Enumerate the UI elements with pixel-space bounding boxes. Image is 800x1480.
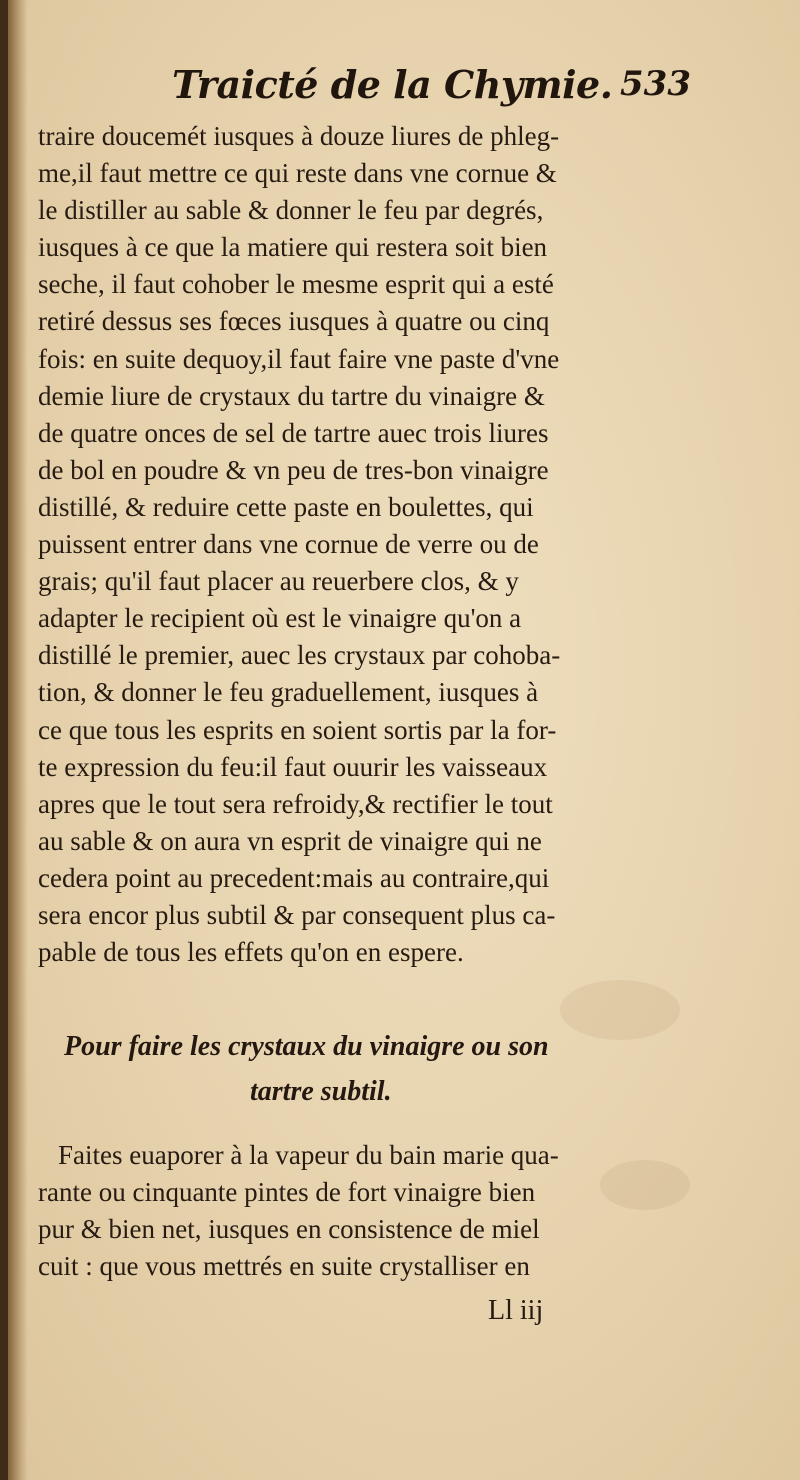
- signature-mark: Ll iij: [488, 1295, 544, 1326]
- text-line: retiré dessus ses fœces iusques à quatre ou cinq: [38, 306, 550, 337]
- running-title: Traicté de la Chymie.: [172, 62, 613, 107]
- text-line: rante ou cinquante pintes de fort vinaigre bien: [38, 1177, 536, 1208]
- text-line: seche, il faut cohober le mesme esprit qui a esté: [38, 269, 554, 300]
- text-line: grais; qu'il faut placer au reuerbere clos, & y: [38, 566, 519, 597]
- heading-line: tartre subtil.: [250, 1076, 392, 1107]
- body-paragraph-2: [38, 1137, 678, 1285]
- text-line: de bol en poudre & vn peu de tres-bon vinaigre: [38, 454, 549, 485]
- text-line: cuit : que vous mettrés en suite crystalliser en: [38, 1251, 530, 1282]
- text-line: puissent entrer dans vne cornue de verre ou de: [38, 529, 539, 560]
- page-header: [0, 62, 800, 110]
- body-paragraph-1: [38, 118, 678, 971]
- text-line: fois: en suite dequoy,il faut faire vne paste d'vne: [38, 343, 560, 374]
- paper-stain: [560, 980, 680, 1040]
- text-line: pable de tous les effets qu'on en espere.: [38, 937, 464, 968]
- text-line: au sable & on aura vn esprit de vinaigre qui ne: [38, 825, 542, 856]
- text-line: ce que tous les esprits en soient sortis par la for-: [38, 714, 557, 745]
- text-line: te expression du feu:il faut ouurir les vaisseaux: [38, 751, 548, 782]
- text-line: me,il faut mettre ce qui reste dans vne cornue &: [38, 158, 557, 189]
- text-line: tion, & donner le feu graduellement, iusques à: [38, 677, 539, 708]
- text-line: adapter le recipient où est le vinaigre qu'on a: [38, 603, 522, 634]
- text-line: distillé, & reduire cette paste en boulettes, qui: [38, 491, 534, 522]
- text-line: apres que le tout sera refroidy,& rectifier le tout: [38, 788, 553, 819]
- text-line: demie liure de crystaux du tartre du vinaigre &: [38, 380, 545, 411]
- text-line: Faites euaporer à la vapeur du bain marie qua-: [58, 1140, 559, 1170]
- text-line: le distiller au sable & donner le feu par degrés,: [38, 195, 544, 226]
- text-line: pur & bien net, iusques en consistence de miel: [38, 1214, 540, 1245]
- text-line: sera encor plus subtil & par consequent plus ca-: [38, 899, 556, 930]
- heading-line: Pour faire les crystaux du vinaigre ou son: [64, 1031, 549, 1062]
- binding-edge: [0, 0, 8, 1480]
- page-number: 533: [620, 64, 691, 104]
- text-line: iusques à ce que la matiere qui restera soit bien: [38, 232, 548, 263]
- text-line: distillé le premier, auec les crystaux par cohoba-: [38, 640, 561, 671]
- text-line: cedera point au precedent:mais au contraire,qui: [38, 862, 550, 893]
- text-line: traire doucemét iusques à douze liures de phleg-: [38, 121, 560, 151]
- text-line: de quatre onces de sel de tartre auec trois liures: [38, 417, 549, 448]
